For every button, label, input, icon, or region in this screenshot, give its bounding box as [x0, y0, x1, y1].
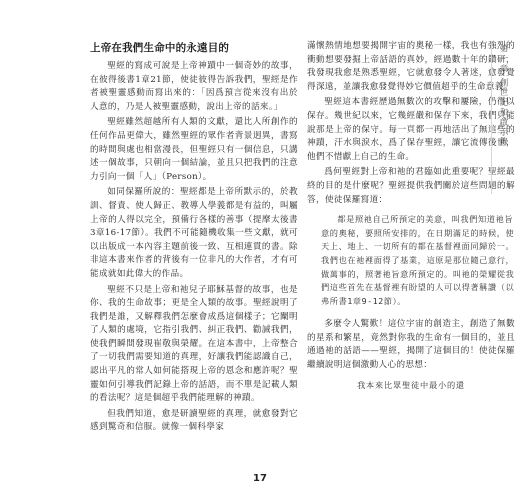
paragraph: 但我們知道，愈是研讀聖經的真理，就愈發對它感到驚奇和信服。就像一個科學家 — [90, 408, 298, 433]
paragraph: 聖經的寫成可說是上帝神蹟中一個奇妙的故事，在彼得後書1章21節，使徒彼得告訴我們，聖經是作者被聖靈感動而寫出來的：「因爲預言從來沒有出於人意的，乃是人被聖靈感動，說出上帝的話來。」 — [90, 61, 298, 112]
paragraph: 聖經這本書經歷過無數次的攻擊和屢險，仍得以保存。幾世紀以來，它幾經嚴和保存下來，我們只能說那是上帝的保守。每一頁都一再地活出了無這些的神蹟，汗水與淚水，爲了保存聖經，讓它流傳後世，他們不惜獻上自己的生命。 — [307, 97, 515, 162]
paragraph: 多麼令人驚歎！這位宇宙的創造主，創造了無數的星系和繁星，竟然對你我的生命有一個目的，並且通過祂的話語——聖經，揭開了這個目的！使徒保羅繼續說明這個激動人心的思想： — [307, 319, 515, 371]
paragraph: 滿懷熱情地想要揭開宇宙的奧秘一樣，我也有強烈的衝動想要發掘上帝話語的真妙，經過數十年的鑽研，我發現我愈是熟悉聖經，它就愈發令人著迷，愈發覺得深遠，並讓我愈發覺得妙它價值超乎的生命意義。 — [307, 41, 515, 92]
paragraph: 爲何聖經對上帝和祂的君臨如此重要呢？聖經最終的目的是什麼呢？聖經提供我們關於這些問題的解答，使徒保羅寫道： — [307, 167, 515, 205]
scripture-quote — [321, 213, 515, 308]
quote-text: 都是照祂自己所預定的美意，叫我們知道祂旨意的奧秘，要照所安排的，在日期滿足的時候，使天上、地上、一切所有的都在基督裡面同歸於一。我們也在祂裡面得了基業，這原是那位隨己意行，做萬事的，照著祂旨意所預定的。叫祂的榮耀從我們這些首先在基督裡有盼望的人可以得著稱讚（以弗所書1章9-12節）。 — [321, 214, 515, 306]
paragraph: 聖經不只是上帝和祂兒子耶穌基督的故事，也是你、我的生命故事；更是全人類的故事。聖經說明了我們是誰，又解釋我們怎麼會成爲這個樣子；它闡明了人類的處境，它指引我們、糾正我們、勸誡我們，使我們瞬間發現崔敬與榮耀。在這本書中，上帝整合了一切我們需要知道的真理，好讓我們能認識自己，認出平凡的常人如何能搭現上帝的恩念和應許呢？聖靈如何引導我們記錄上帝的話語，而不單是記載人類的看法呢？這是個超乎我們能理解的神蹟。 — [90, 284, 298, 404]
continued-quote-line: 我本來比眾聖徒中最小的還 — [357, 379, 465, 390]
chapter-side-tab — [491, 44, 514, 194]
right-column — [307, 40, 515, 392]
chapter-tab-label: 第一章 創世記和啟示錄 — [498, 44, 508, 148]
section-heading: 上帝在我們生命中的永遠目的 — [90, 42, 230, 54]
paragraph: 聖經雖然超越所有人類的文獻，還比人所創作的任何作品更偉大，雖然聖經的眾作者背景迥異，書寫的時間與處也相當漫長，但聖經只有一個信息，只講述一個故事，只朝向一個結論，並且只把我們的注意力引向一個「人」（Person）。 — [90, 117, 298, 182]
paragraph: 如同保羅所說的：聖經都是上帝所默示的，於教訓、督責、使人歸正、教導人學義都是有益的，叫屬上帝的人得以完全，預備行各樣的善事（提摩太後書3章16-17節）。我們不可能隨機收集一些文獻，就可以出版成一本內容主題前後一致、互相連貫的書。除非這本書來作者的背後有一位非凡的大作者，才有可能成就如此偉大的作品。 — [90, 187, 298, 279]
left-column — [90, 40, 298, 437]
page-number: 17 — [253, 473, 267, 484]
